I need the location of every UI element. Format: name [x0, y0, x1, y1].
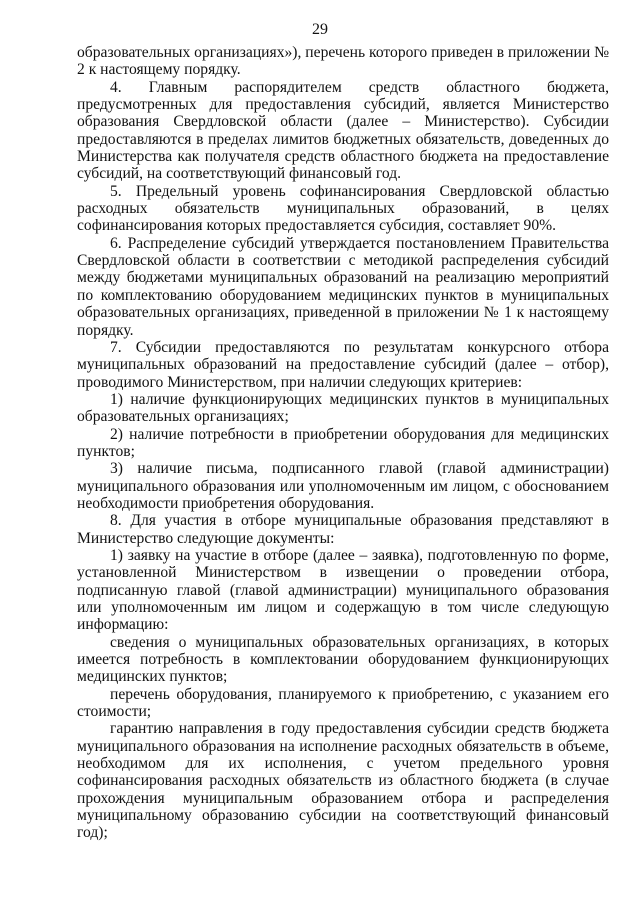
paragraph-item-5: 5. Предельный уровень софинансирования Свердловской областью расходных обязательств муниципальных образований, в целях софинансирования которых предоставляется субсидия, составляет 90%.: [77, 182, 609, 235]
document-body: [77, 44, 609, 842]
paragraph-item-6: 6. Распределение субсидий утверждается постановлением Правительства Свердловской области в соответствии с методикой распределения субсидий между бюджетами муниципальных образований на реализацию мероприятий по комплектованию оборудованием медицинских пунктов в муниципальных образовательных организациях, приведенной в приложении № 1 к настоящему порядку.: [77, 234, 609, 339]
paragraph-item-8: 8. Для участия в отборе муниципальные образования представляют в Министерство следующие документы:: [77, 512, 609, 547]
paragraph-item-7: 7. Субсидии предоставляются по результатам конкурсного отбора муниципальных образований на предоставление субсидий (далее – отбор), проводимого Министерством, при наличии следующих критериев:: [77, 338, 609, 391]
document-1-application: 1) заявку на участие в отборе (далее – заявка), подготовленную по форме, установленной Министерством в извещении о проведении отбора, подписанную главой (главой администрации) муниципального образования или уполномоченным им лицом и содержащую в том числе следующую информацию:: [77, 546, 609, 634]
criterion-1: 1) наличие функционирующих медицинских пунктов в муниципальных образовательных организациях;: [77, 390, 609, 426]
application-info-organizations: сведения о муниципальных образовательных организациях, в которых имеется потребность в комплектовании оборудованием функционирующих медицинских пунктов;: [77, 633, 609, 686]
application-info-guarantee: гарантию направления в году предоставления субсидии средств бюджета муниципального образования на исполнение расходных обязательств в объеме, необходимом для их исполнения, с учетом предельного уровня софинансирования расходных обязательств из областного бюджета (в случае прохождения муниципальным образованием отбора и распределения муниципальному образованию субсидии на соответствующий финансовый год);: [77, 720, 609, 842]
criterion-2: 2) наличие потребности в приобретении оборудования для медицинских пунктов;: [77, 425, 609, 460]
paragraph-continuation: образовательных организациях»), перечень которого приведен в приложении № 2 к настоящему порядку.: [77, 44, 609, 79]
page-number: 29: [312, 21, 328, 38]
paragraph-item-4: 4. Главным распорядителем средств областного бюджета, предусмотренных для предоставления субсидий, является Министерство образования Свердловской области (далее – Министерство). Субсидии предоставляются в пределах лимитов бюджетных обязательств, доведенных до Министерства как получателя средств областного бюджета на предоставление субсидий, на соответствующий финансовый год.: [77, 78, 609, 183]
criterion-3: 3) наличие письма, подписанного главой (главой администрации) муниципального образования или уполномоченным им лицом, с обоснованием необходимости приобретения оборудования.: [77, 460, 609, 512]
application-info-equipment-list: перечень оборудования, планируемого к приобретению, с указанием его стоимости;: [77, 685, 609, 721]
